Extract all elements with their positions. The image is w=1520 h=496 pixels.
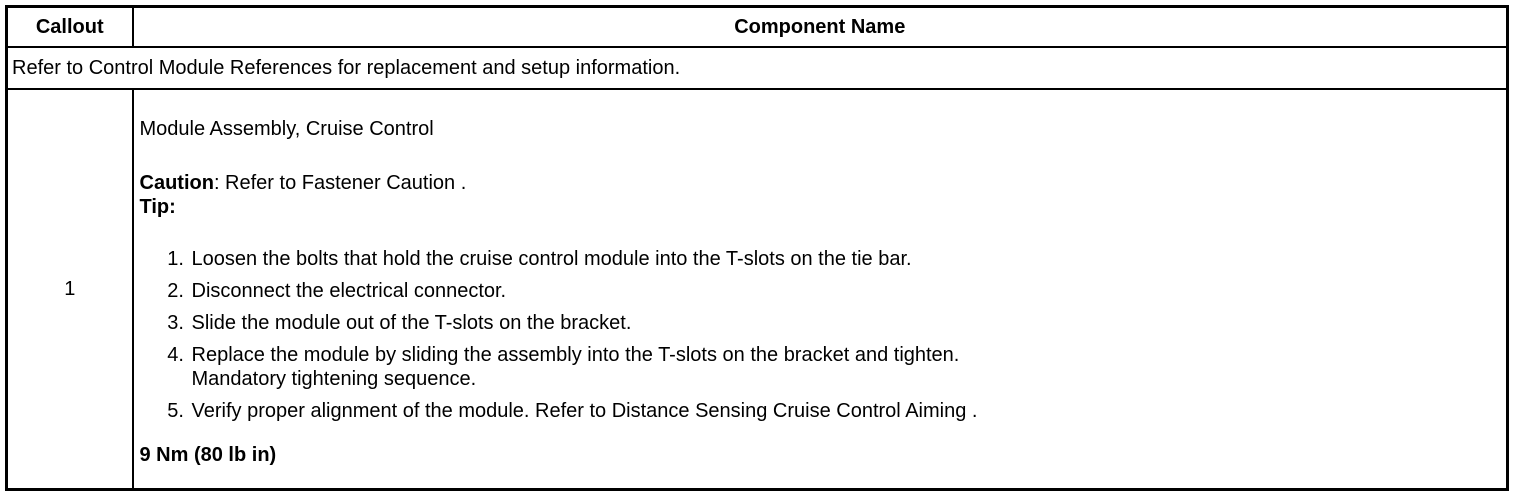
step-text: Slide the module out of the T-slots on the bracket. <box>191 312 632 334</box>
step-text: Replace the module by sliding the assembly into the T-slots on the bracket and tighten. <box>191 344 960 366</box>
list-item <box>190 399 1501 423</box>
procedure-steps <box>140 247 1501 423</box>
list-item <box>190 311 1501 335</box>
component-title: Module Assembly, Cruise Control <box>139 118 434 140</box>
callout-column-header: Callout <box>7 7 133 48</box>
control-module-reference-note: Refer to Control Module References for replacement and setup information. <box>7 47 1508 89</box>
callout-table <box>5 5 1509 491</box>
step-text: Disconnect the electrical connector. <box>191 280 507 302</box>
list-item <box>190 343 1501 391</box>
note-row <box>7 47 1508 89</box>
caution-text: : Refer to Fastener Caution . <box>213 172 467 194</box>
component-details <box>133 89 1508 490</box>
step-text: Verify proper alignment of the module. Refer to Distance Sensing Cruise Control Aiming . <box>191 400 978 422</box>
step-subtext: Mandatory tightening sequence. <box>191 368 477 390</box>
caution-line <box>140 171 1501 195</box>
list-item <box>190 247 1501 271</box>
table-row <box>7 89 1508 490</box>
list-item <box>190 279 1501 303</box>
component-name-column-header: Component Name <box>133 7 1508 48</box>
header-row <box>7 7 1508 48</box>
callout-number: 1 <box>7 89 133 490</box>
caution-label: Caution <box>139 172 214 194</box>
step-text: Loosen the bolts that hold the cruise control module into the T-slots on the tie bar. <box>191 248 912 270</box>
torque-spec: 9 Nm (80 lb in) <box>139 444 277 466</box>
tip-label: Tip: <box>139 196 176 218</box>
